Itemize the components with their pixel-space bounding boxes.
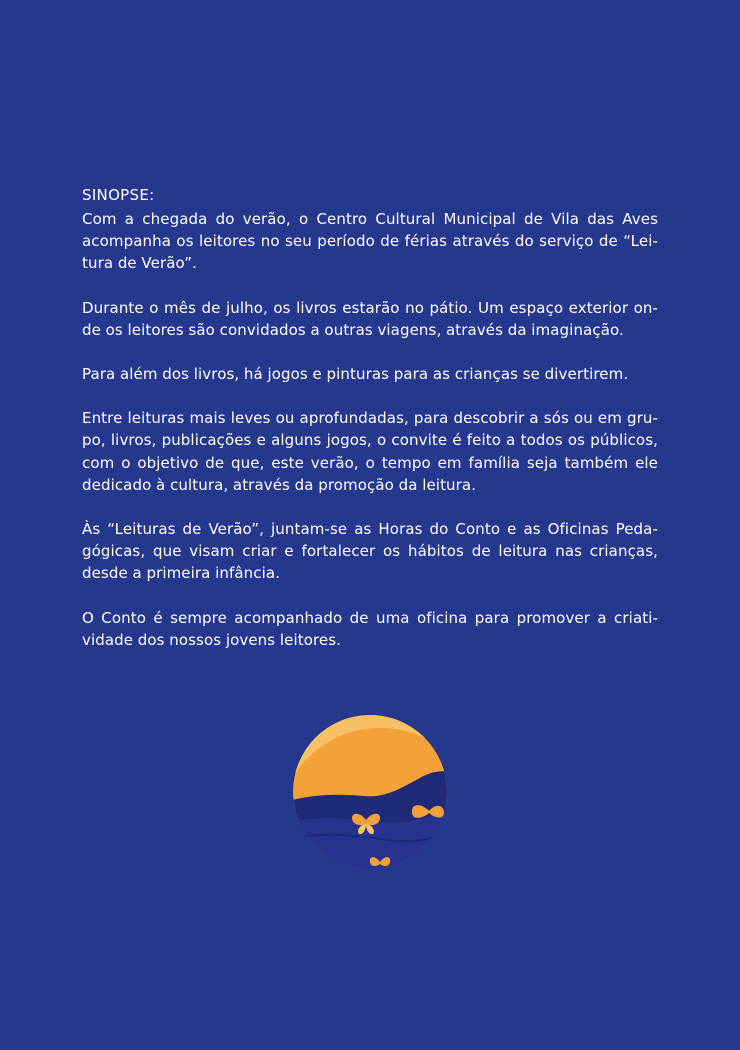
synopsis-paragraph-2	[82, 297, 658, 341]
sunset-butterflies-illustration	[292, 714, 448, 870]
paragraph-line: Com a chegada do verão, o Centro Cultural Municipal de Vila das Aves	[82, 210, 658, 228]
synopsis-paragraph-3	[82, 363, 658, 385]
paragraph-line: dedicado à cultura, através da promoção da leitura.	[82, 475, 477, 494]
paragraph-line: O Conto é sempre acompanhado de uma oficina para promover a criati-	[82, 608, 658, 627]
paragraph-line: tura de Verão”.	[82, 254, 197, 273]
synopsis-paragraph-5	[82, 518, 658, 585]
paragraph-line: Durante o mês de julho, os livros estarão no pátio. Um espaço exterior on-	[82, 298, 658, 317]
paragraph-line: Para além dos livros, há jogos e pinturas para as crianças se divertirem.	[82, 365, 629, 384]
synopsis-content	[82, 184, 658, 673]
paragraph-line: com o objetivo de que, este verão, o tempo em família seja também ele	[82, 453, 658, 472]
paragraph-line: acompanha os leitores no seu período de férias através do serviço de “Lei-	[82, 232, 658, 251]
paragraph-line: vidade dos nossos jovens leitores.	[82, 630, 342, 649]
paragraph-line: gógicas, que visam criar e fortalecer os hábitos de leitura nas crianças,	[82, 542, 658, 561]
synopsis-paragraph-6	[82, 607, 658, 651]
paragraph-line: Entre leituras mais leves ou aprofundadas, para descobrir a sós ou em gru-	[82, 409, 658, 428]
paragraph-line: po, livros, publicações e alguns jogos, o convite é feito a todos os públicos,	[82, 431, 658, 450]
paragraph-line: Às “Leituras de Verão”, juntam-se as Horas do Conto e as Oficinas Peda-	[82, 520, 658, 539]
synopsis-paragraph-4	[82, 407, 658, 496]
paragraph-line: de os leitores são convidados a outras viagens, através da imaginação.	[82, 320, 624, 339]
paragraph-line: desde a primeira infância.	[82, 564, 281, 583]
synopsis-paragraph-1	[82, 208, 658, 275]
synopsis-heading: SINOPSE:	[82, 186, 155, 204]
